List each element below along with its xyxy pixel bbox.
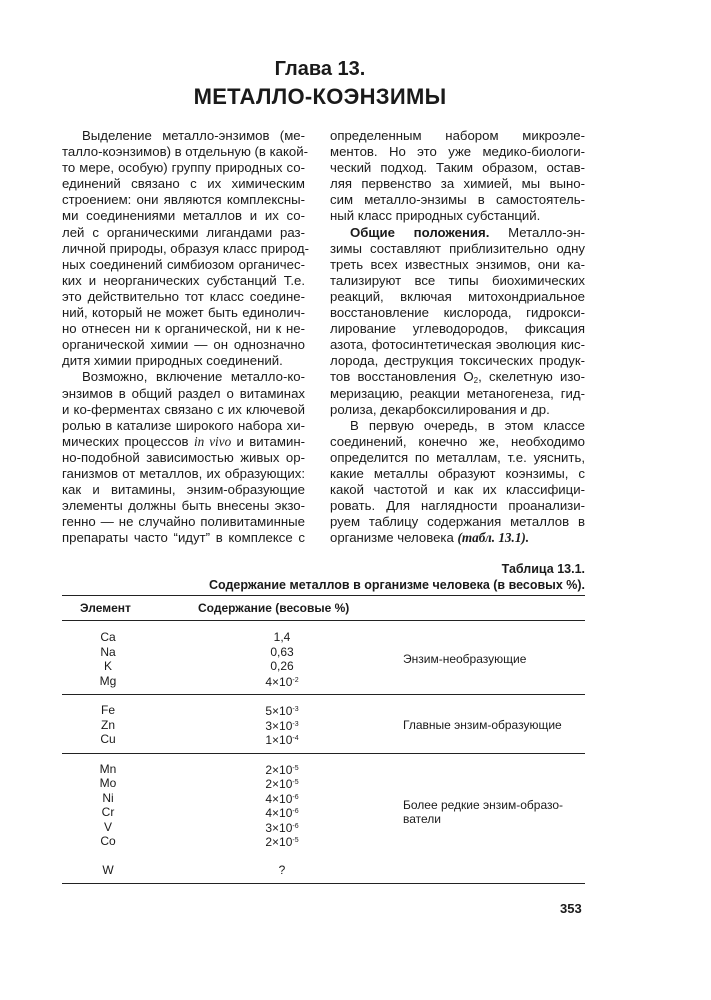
content-mantissa: ? — [278, 862, 286, 877]
page-number: 353 — [560, 901, 582, 916]
text-segment: организме человека — [330, 530, 458, 546]
content-mantissa: 3×10 — [265, 718, 293, 733]
cell-content — [240, 645, 324, 660]
cell-class: Главные энзим-образующие — [403, 717, 562, 732]
cell-element: Mg — [99, 673, 117, 688]
content-mantissa: 4×10 — [265, 806, 293, 820]
content-mantissa: 4×10 — [265, 791, 293, 806]
text-line: Возможно, включение металло-ко- — [82, 369, 305, 385]
content-exponent: -2 — [292, 676, 299, 684]
text-segment: (табл. 13.1). — [457, 530, 530, 546]
cell-content — [240, 630, 324, 645]
text-line: определенным набором микроэле- — [330, 128, 585, 143]
text-column-right — [330, 128, 585, 546]
text-line: личной природы, образуя класс природ- — [62, 240, 309, 256]
text-line: это действительно тот класс соедине- — [62, 288, 305, 304]
content-exponent: -5 — [292, 837, 299, 844]
text-line: ролью в катализе широкого набора хи- — [62, 417, 305, 433]
cell-element: Cr — [101, 805, 115, 819]
content-mantissa: 1,4 — [273, 630, 291, 644]
text-line — [330, 530, 585, 546]
text-line: ний, который не может быть единолич- — [62, 305, 305, 321]
text-line: ческий подход. Таким образом, остав- — [330, 160, 585, 176]
text-line: определится по металлам, т.е. уяснить, — [330, 449, 585, 465]
text-line: ких и неорганических субстанций Т.е. — [62, 272, 305, 288]
text-line: азота, фотосинтетическая эволюция кис- — [330, 337, 585, 353]
text-line: энзимов в общий раздел о витаминах — [62, 385, 305, 401]
content-exponent: -5 — [292, 764, 299, 772]
cell-element: V — [103, 819, 112, 834]
content-exponent: -3 — [292, 706, 299, 713]
content-mantissa: 2×10 — [265, 835, 293, 849]
cell-content — [240, 732, 324, 748]
text-line: какой частотой и как их классифици- — [330, 482, 585, 498]
cell-element: Mn — [99, 761, 117, 776]
text-line: тализируют все типы биохимических — [330, 272, 585, 288]
cell-content — [240, 863, 324, 878]
cell-content — [240, 674, 324, 690]
text-segment: мических процессов — [62, 433, 194, 449]
text-line: как и витамины, энзим-образующие — [62, 482, 305, 498]
text-line — [330, 225, 585, 241]
text-line: талло-коэнзимов) в отдельную (в какой- — [62, 144, 308, 160]
cell-element: Ni — [102, 790, 114, 805]
content-mantissa: 4×10 — [265, 674, 293, 689]
cell-class: Энзим-необразующие — [403, 651, 527, 666]
text-line: элементы должны быть внесены экзо- — [62, 498, 305, 514]
text-segment: 2 — [473, 376, 479, 386]
text-line: руем таблицу содержания металлов в — [330, 514, 585, 530]
table-header-rule — [62, 620, 585, 621]
chapter-number: Глава 13. — [274, 58, 366, 80]
cell-content — [240, 820, 324, 836]
content-exponent: -6 — [292, 808, 299, 815]
content-mantissa: 3×10 — [265, 820, 293, 835]
content-mantissa: 2×10 — [265, 762, 293, 777]
text-line: препараты часто “идут” в комплексе с — [62, 530, 305, 546]
content-exponent: -6 — [292, 822, 299, 830]
content-mantissa: 2×10 — [265, 777, 293, 791]
cell-class: Более редкие энзим-образо- ватели — [403, 797, 564, 827]
cell-content — [240, 659, 324, 674]
text-line: то мере, особую) группу природных со- — [62, 160, 305, 176]
content-exponent: -6 — [292, 793, 299, 801]
text-line: ных соединений симбиозом органичес- — [62, 256, 305, 272]
table-number: Таблица 13.1. — [501, 562, 585, 576]
text-line: Выделение металло-энзимов (ме- — [82, 128, 305, 143]
table-bottom-rule — [62, 883, 585, 884]
text-line: генно — не случайно поливитаминные — [62, 514, 305, 530]
text-line: ляя первенство за химией, мы выно- — [330, 176, 585, 192]
text-line — [330, 369, 585, 385]
text-line: ганизмов от металлов, их образующих: — [62, 465, 305, 481]
text-line: треть всех известных энзимов, они ка- — [330, 256, 585, 272]
table-top-rule — [62, 595, 585, 596]
text-line: дитя химии природных соединений. — [62, 353, 283, 369]
text-line: восстановление кислорода, гидрокси- — [330, 305, 585, 321]
cell-element: Ca — [100, 630, 116, 644]
text-line: лорода, деструкция токсических продук- — [330, 353, 585, 369]
content-mantissa: 0,63 — [270, 644, 294, 659]
content-mantissa: 5×10 — [265, 704, 293, 718]
text-segment: Металло-эн- — [489, 224, 586, 240]
cell-content — [240, 703, 324, 719]
text-line: ролиза, декарбоксилирования и др. — [330, 401, 550, 417]
text-segment: и витамин- — [231, 433, 305, 449]
text-line: В первую очередь, в этом классе — [350, 417, 585, 433]
cell-element: Co — [100, 834, 116, 848]
text-line: сим металло-энзимы в самостоятель- — [330, 192, 585, 208]
chapter-title: МЕТАЛЛО-КОЭНЗИМЫ — [193, 84, 447, 109]
content-mantissa: 1×10 — [265, 733, 293, 747]
text-line: какие металлы образуют коэнзимы, с — [330, 465, 585, 481]
cell-content — [240, 776, 324, 792]
cell-content — [240, 805, 324, 821]
group-divider — [62, 753, 585, 754]
text-line — [62, 434, 305, 450]
text-line: ми соединениями металлов и их со- — [62, 208, 305, 224]
cell-element: Cu — [100, 732, 116, 746]
paragraph-heading: Общие положения. — [350, 224, 490, 240]
cell-content — [240, 762, 324, 778]
cell-element: K — [103, 659, 112, 673]
text-line: зимы составляют приблизительно одну — [330, 240, 585, 256]
content-mantissa: 0,26 — [270, 659, 294, 673]
content-exponent: -5 — [292, 779, 299, 786]
cell-content — [240, 791, 324, 807]
header-element: Элемент — [80, 601, 131, 615]
cell-element: Mo — [99, 776, 117, 790]
text-line: ментов. Но это уже медико-биологи- — [330, 144, 585, 160]
text-line: лей с органическими лигандами раз- — [62, 224, 305, 240]
text-line: ный класс природных субстанций. — [330, 208, 541, 224]
cell-content — [240, 718, 324, 734]
cell-content — [240, 834, 324, 850]
text-line: но-подобной зависимостью живых ор- — [62, 449, 305, 465]
text-line: меризацию, реакции метаногенеза, гид- — [330, 385, 585, 401]
text-segment: тов восстановления O — [330, 369, 474, 385]
text-line: и ко-ферментах связано с их ключевой — [62, 401, 305, 417]
text-line: единений связано с их химическим — [62, 176, 305, 192]
cell-element: Fe — [100, 703, 115, 717]
cell-element: Zn — [100, 717, 115, 732]
table-caption: Содержание металлов в организме человека (в весовых %). — [208, 578, 585, 592]
text-line: но отнесен ни к органической, ни к не- — [62, 321, 305, 337]
text-segment: in vivo — [193, 433, 232, 449]
cell-element: Na — [100, 644, 116, 659]
header-content: Содержание (весовые %) — [198, 601, 350, 615]
text-column-left — [62, 128, 309, 546]
text-line: реакций, включая митохондриальное — [330, 288, 585, 304]
text-line: ровать. Для наглядности проанализи- — [330, 498, 585, 514]
text-segment: , скелетную изо- — [478, 369, 585, 385]
text-line: лирование углеводородов, фиксация — [330, 321, 585, 337]
content-exponent: -4 — [292, 735, 299, 742]
text-line: органической химии — он однозначно — [62, 337, 305, 353]
cell-element: W — [102, 862, 114, 877]
group-divider — [62, 694, 585, 695]
text-line: строением: они являются комплексны- — [62, 192, 305, 208]
text-line: соединений, конечно же, необходимо — [330, 433, 585, 449]
content-exponent: -3 — [292, 720, 299, 728]
